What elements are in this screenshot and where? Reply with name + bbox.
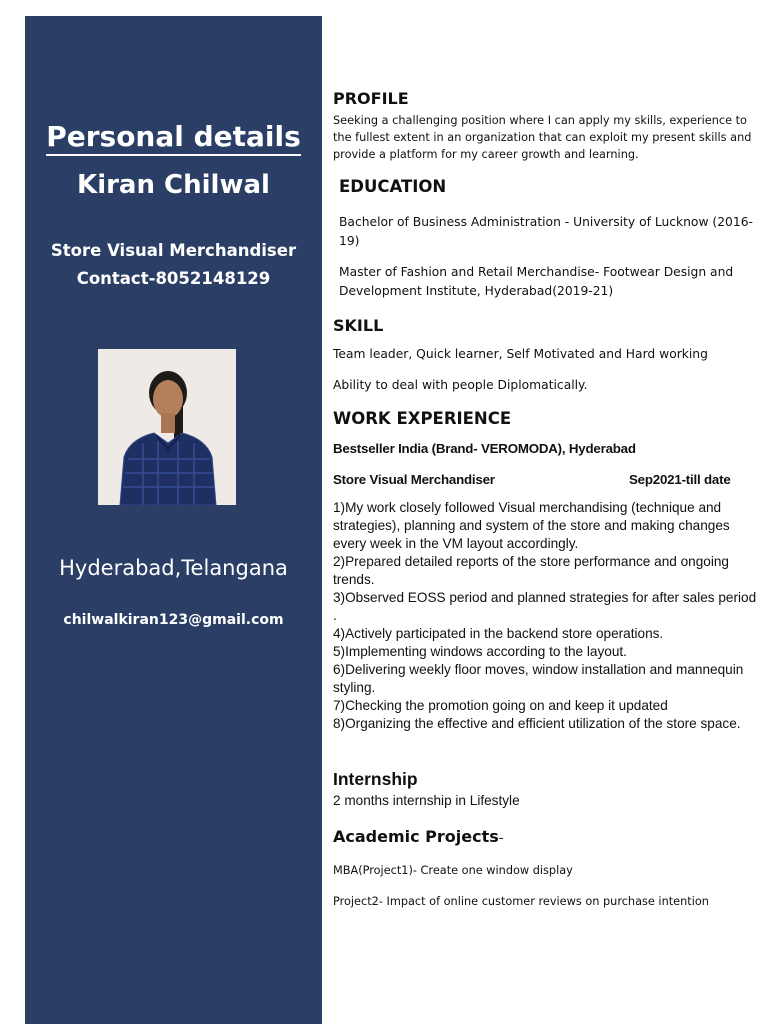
work-duty: 4)Actively participated in the backend store operations. — [333, 626, 664, 641]
work-duties-list — [333, 499, 761, 733]
education-item: Bachelor of Business Administration - University of Lucknow (2016-19) — [339, 215, 753, 248]
work-duty: 5)Implementing windows according to the layout. — [333, 644, 627, 659]
internship-heading: Internship — [333, 769, 418, 789]
profile-heading: PROFILE — [333, 89, 409, 108]
person-role: Store Visual Merchandiser — [50, 241, 297, 260]
academic-heading: Academic Projects- — [333, 827, 504, 846]
skill-heading: SKILL — [333, 316, 384, 335]
education-item: Master of Fashion and Retail Merchandise- Footwear Design and Development Institute, Hyderabad(2019-21) — [339, 265, 734, 298]
skill-item: Team leader, Quick learner, Self Motivated and Hard working — [333, 347, 708, 361]
person-contact: Contact-8052148129 — [76, 269, 271, 288]
main-content — [333, 0, 763, 1024]
work-duty: 1)My work closely followed Visual merchandising (technique and strategies), planning and system of the store and making changes every week in the VM layout accordingly. — [333, 500, 730, 551]
academic-item: Project2- Impact of online customer reviews on purchase intention — [333, 895, 709, 908]
work-company: Bestseller India (Brand- VEROMODA), Hyderabad — [333, 441, 636, 456]
work-duty: 8)Organizing the effective and efficient utilization of the store space. — [333, 716, 741, 731]
sidebar — [25, 16, 322, 1024]
work-duty: 7)Checking the promotion going on and keep it updated — [333, 698, 668, 713]
work-duty: 2)Prepared detailed reports of the store performance and ongoing trends. — [333, 554, 729, 587]
work-position: Store Visual Merchandiser — [333, 472, 495, 487]
person-location: Hyderabad,Telangana — [59, 556, 288, 580]
person-email[interactable]: chilwalkiran123@gmail.com — [63, 612, 284, 628]
work-heading: WORK EXPERIENCE — [333, 409, 512, 428]
internship-text: 2 months internship in Lifestyle — [333, 793, 520, 808]
person-photo-icon — [98, 349, 236, 505]
person-name: Kiran Chilwal — [77, 170, 270, 200]
work-duty: 3)Observed EOSS period and planned strategies for after sales period . — [333, 590, 757, 623]
skill-item: Ability to deal with people Diplomatically. — [333, 378, 588, 392]
work-duty: 6)Delivering weekly floor moves, window installation and mannequin styling. — [333, 662, 744, 695]
education-heading: EDUCATION — [339, 177, 447, 196]
profile-text: Seeking a challenging position where I can apply my skills, experience to the fullest extent in an organization that can exploit my present skills and provide a platform for my career growth and learning. — [333, 114, 752, 161]
academic-item: MBA(Project1)- Create one window display — [333, 864, 573, 877]
profile-photo — [98, 349, 236, 505]
sidebar-title: Personal details — [25, 120, 322, 153]
work-period: Sep2021-till date — [629, 472, 731, 487]
